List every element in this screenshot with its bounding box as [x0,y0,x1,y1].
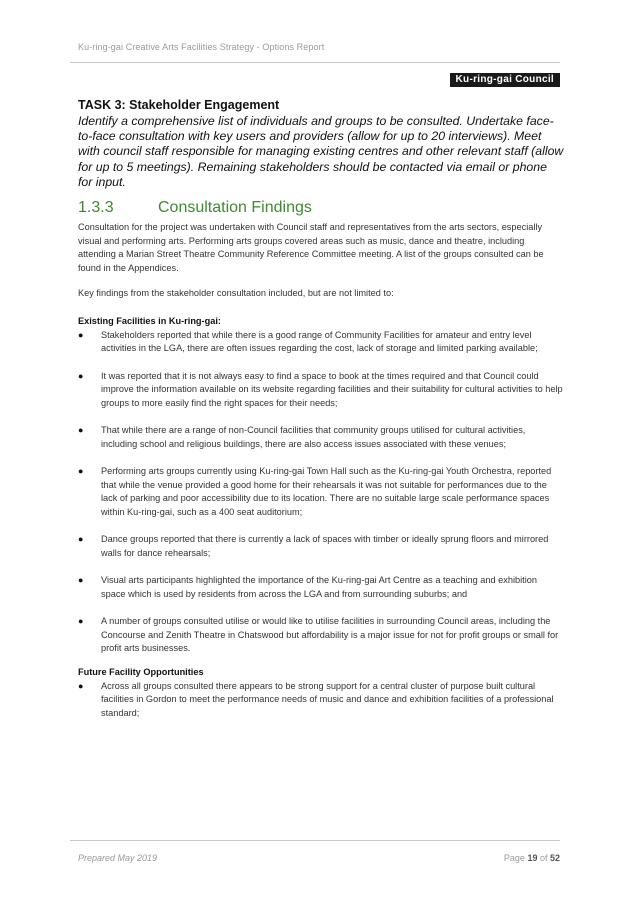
section-title: Consultation Findings [158,199,312,216]
bullet-icon: ● [78,425,84,436]
bullet-icon: ● [78,616,84,627]
list-item: ● Dance groups reported that there is currently a lack of spaces with timber or ideally sprung floors and mirrored walls for dance rehearsals; [78,534,549,558]
future-opportunities-list [78,680,564,721]
list-item: ● A number of groups consulted utilise or would like to utilise facilities in surrounding Council areas, including the Concourse and Zenith Theatre in Chatswood but affordability is a major issue for not for profit groups or small for profit arts businesses. [78,616,559,654]
bullet-icon: ● [78,534,84,545]
list-item: ● It was reported that it is not always easy to find a space to book at the times required and that Council could improve the information available on its website regarding facilities and their suitability for cultural activities to help groups to more easily find the right spaces for their needs; [78,370,563,408]
future-opportunities-heading: Future Facility Opportunities [78,667,204,678]
header-title: Ku-ring-gai Creative Arts Facilities Strategy - Options Report [78,42,325,52]
list-item: ● Across all groups consulted there appears to be strong support for a central cluster of purpose built cultural facilities in Gordon to meet the performance needs of music and dance and exhibition facilities of a professional standard; [78,680,554,718]
section-number: 1.3.3 [78,199,114,216]
section-content [78,221,564,720]
prepared-date: Prepared May 2019 [78,853,158,863]
list-item: ● Visual arts participants highlighted the importance of the Ku-ring-gai Art Centre as a teaching and exhibition space which is used by residents from across the LGA and from surrounding suburbs; and [78,575,537,599]
bullet-icon: ● [78,680,84,691]
bullet-icon: ● [78,466,84,477]
task-heading: TASK 3: Stakeholder Engagement [78,98,280,112]
bullet-icon: ● [78,575,84,586]
list-item: ● That while there are a range of non-Council facilities that community groups utilised for cultural activities, including school and religious buildings, there are also access issues associated with these venues; [78,425,526,449]
intro-paragraph: Consultation for the project was undertaken with Council staff and representatives from the arts sectors, especially visual and performing arts. Performing arts groups covered areas such as music, dance and theatre, including attending a Marian Street Theatre Community Reference Committee meeting. A list of the groups consulted can be found in the Appendices. [78,222,544,273]
list-item: ● Performing arts groups currently using Ku-ring-gai Town Hall such as the Ku-ring-gai Youth Orchestra, reported that while the venue provided a good home for their rehearsals it was not suitable for performances due to the lack of parking and poor accessibility due to its location. There are no suitable large scale performance spaces within Ku-ring-gai, such as a 400 seat auditorium; [78,466,552,517]
section-heading [78,199,312,217]
key-findings-paragraph: Key findings from the stakeholder consultation included, but are not limited to: [78,288,394,299]
task-description: Identify a comprehensive list of individuals and groups to be consulted. Undertake face-to-face consultation with key users and providers (allow for up to 20 interviews). Meet with council staff responsible for managing existing centres and other relevant staff (allow for up to 5 meetings). Remaining stakeholders should be contacted via email or phone for input. [78,114,564,189]
bullet-icon: ● [78,370,84,381]
bullet-icon: ● [78,329,84,340]
footer-divider [70,840,560,841]
council-logo: Ku-ring-gai Council [450,73,560,87]
page-number: Page 19 of 52 [503,853,560,863]
existing-facilities-heading: Existing Facilities in Ku-ring-gai: [78,315,221,326]
existing-facilities-list [78,329,564,656]
list-item: ● Stakeholders reported that while there is a good range of Community Facilities for amateur and entry level activities in the LGA, there are often issues regarding the cost, lack of storage and limited parking available; [78,329,538,354]
header-divider [70,62,560,63]
